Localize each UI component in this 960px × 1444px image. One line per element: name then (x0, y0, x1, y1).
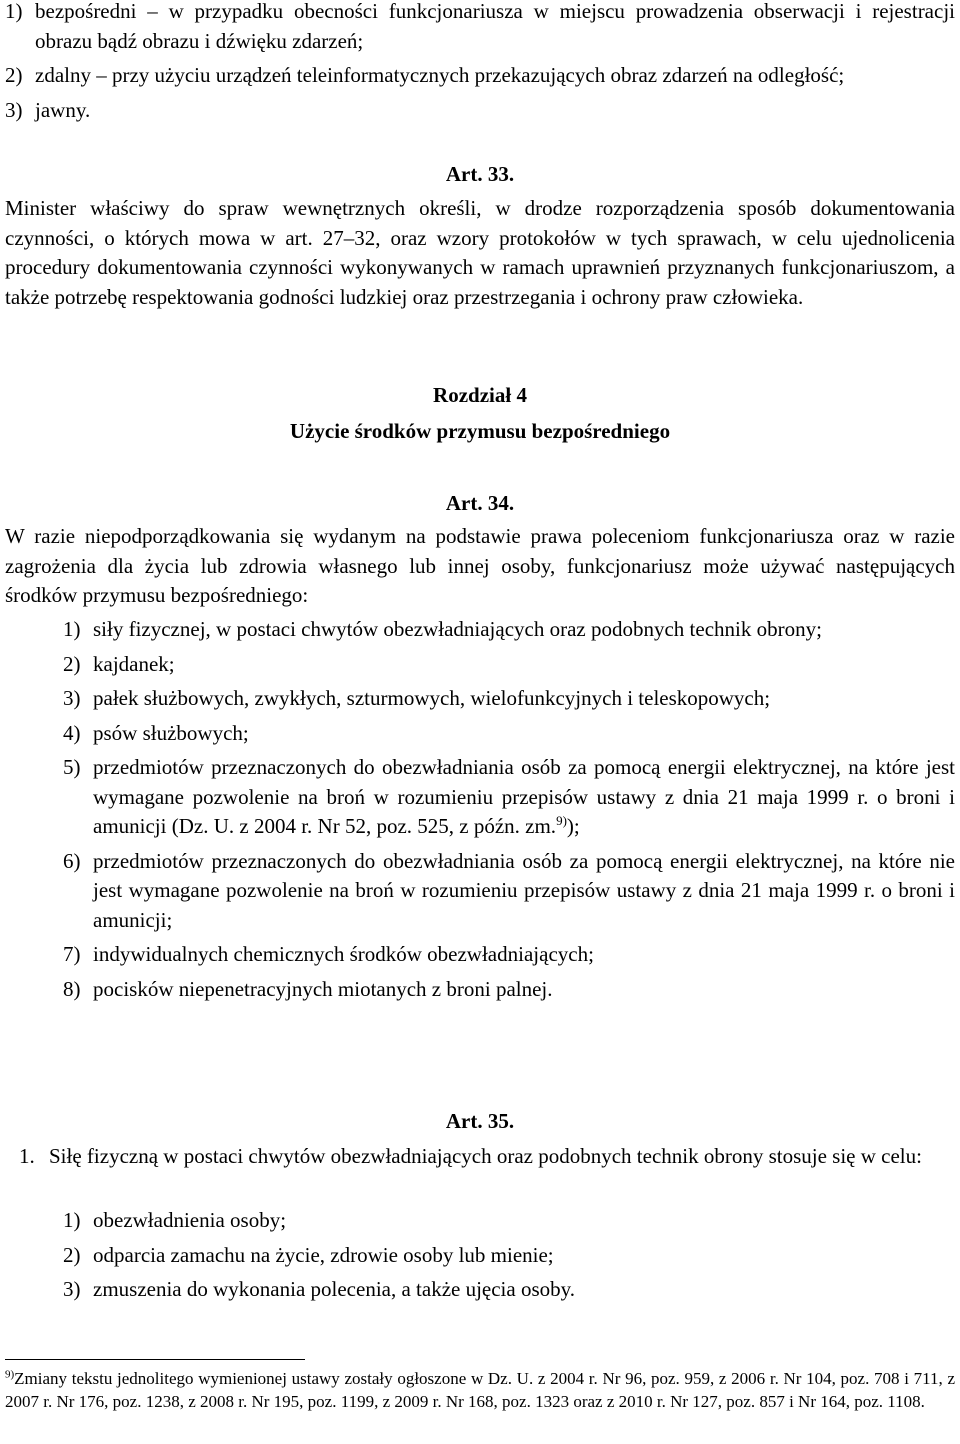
list-text: bezpośredni – w przypadku obecności funkcjonariusza w miejscu prowadzenia obserwacji i rejestracji obrazu bądź obrazu i dźwięku zdarzeń; (35, 0, 955, 53)
list-text: kajdanek; (93, 651, 175, 676)
list-item (5, 1206, 955, 1236)
list-number: 1) (5, 0, 23, 23)
list-number: 8) (63, 976, 81, 1001)
list-number: 7) (63, 942, 81, 966)
footnote-text: Zmiany tekstu jednolitego wymienionej ustawy zostały ogłoszone w Dz. U. z 2004 r. Nr 96, poz. 959, z 2006 r. Nr 104, poz. 708 i 711, z 2007 r. Nr 176, poz. 1238, z 2008 r. Nr 195, poz. 1199, z 2009 r. Nr 168, poz. 1323 oraz z 2010 r. Nr 127, poz. 857 i Nr 164, poz. 1108. (5, 1369, 955, 1411)
list-text: pałek służbowych, zwykłych, szturmowych, wielofunkcyjnych i teleskopowych; (93, 686, 771, 710)
list-text: odparcia zamachu na życie, zdrowie osoby lub mienie; (93, 1242, 554, 1267)
list-number: 3) (5, 97, 23, 122)
list-item (5, 975, 955, 1005)
article-text: Minister właściwy do spraw wewnętrznych określi, w drodze rozporządzenia sposób dokumentowania czynności, o których mowa w art. 27–32, oraz wzory protokołów w tych sprawach, w celu ujednolicenia procedury dokumentowania czynności wykonywanych w ramach uprawnień przyznanych funkcjonariuszom, a także potrzebę respektowania godności ludzkiej oraz przestrzegania i ochrony praw człowieka. (5, 196, 955, 309)
list-item (5, 1241, 955, 1271)
paragraph-text: Siłę fizyczną w postaci chwytów obezwładniających oraz podobnych technik obrony stosuje się w celu: (49, 1144, 922, 1168)
list-item (5, 0, 955, 56)
list-number: 2) (63, 1242, 81, 1267)
list-item (5, 940, 955, 970)
list-text: zdalny – przy użyciu urządzeń teleinformatycznych przekazujących obraz zdarzeń na odległość; (35, 63, 845, 87)
list-item (5, 61, 955, 91)
footnote-mark: 9) (5, 1368, 15, 1381)
list-text-main: przedmiotów przeznaczonych do obezwładniania osób za pomocą energii elektrycznej, na które jest wymagane pozwolenie na broń w rozumieniu przepisów ustawy z dnia 21 maja 1999 r. o broni i amunicji (Dz. U. z 2004 r. Nr 52, poz. 525, z późn. zm. (93, 755, 955, 838)
list-number: 5) (63, 755, 81, 779)
list-number: 4) (63, 720, 81, 745)
paragraph-number: 1. (19, 1144, 35, 1168)
list-text: indywidualnych chemicznych środków obezwładniających; (93, 942, 594, 966)
list-item (5, 615, 955, 645)
list-item (5, 650, 955, 680)
list-number: 1) (63, 617, 81, 641)
list-item (5, 753, 955, 842)
list-number: 6) (63, 848, 81, 873)
list-text: jawny. (35, 97, 91, 122)
purpose-list (5, 1206, 955, 1305)
paragraph-item (5, 1142, 955, 1172)
list-item (5, 847, 955, 936)
means-list (5, 615, 955, 1004)
list-text: obezwładnienia osoby; (93, 1208, 287, 1232)
article-heading: Art. 34. (445, 491, 515, 515)
article-intro: W razie niepodporządkowania się wydanym na podstawie prawa poleceniom funkcjonariusza oraz w razie zagrożenia dla życia lub zdrowia własnego lub innej osoby, funkcjonariusz może używać następujących środków przymusu bezpośredniego: (5, 524, 955, 607)
list-number: 3) (63, 1277, 81, 1301)
list-text: psów służbowych; (93, 720, 249, 745)
footnote-separator (5, 1359, 305, 1360)
list-item (5, 1275, 955, 1305)
list-text: pocisków niepenetracyjnych miotanych z broni palnej. (93, 976, 553, 1001)
footnote-reference[interactable]: 9) (556, 813, 567, 828)
list-text (93, 753, 955, 842)
list-text-tail: ); (566, 814, 580, 838)
chapter-number: Rozdział 4 (433, 383, 527, 407)
list-number: 2) (5, 63, 23, 87)
article-heading: Art. 35. (445, 1109, 515, 1133)
list-number: 2) (63, 651, 81, 676)
list-item (5, 96, 955, 126)
list-number: 1) (63, 1208, 81, 1232)
article-paragraph (5, 1142, 955, 1172)
footnote (5, 1367, 955, 1413)
list-item (5, 684, 955, 714)
article-heading: Art. 33. (445, 162, 515, 186)
top-list (5, 0, 955, 125)
list-number: 3) (63, 686, 81, 710)
list-item (5, 719, 955, 749)
list-text: zmuszenia do wykonania polecenia, a także ujęcia osoby. (93, 1277, 576, 1301)
list-text: przedmiotów przeznaczonych do obezwładniania osób za pomocą energii elektrycznej, na które nie jest wymagane pozwolenie na broń w rozumieniu przepisów ustawy z dnia 21 maja 1999 r. o broni i amunicji; (93, 848, 955, 932)
chapter-title: Użycie środków przymusu bezpośredniego (289, 419, 671, 443)
list-text: siły fizycznej, w postaci chwytów obezwładniających oraz podobnych technik obrony; (93, 617, 822, 641)
